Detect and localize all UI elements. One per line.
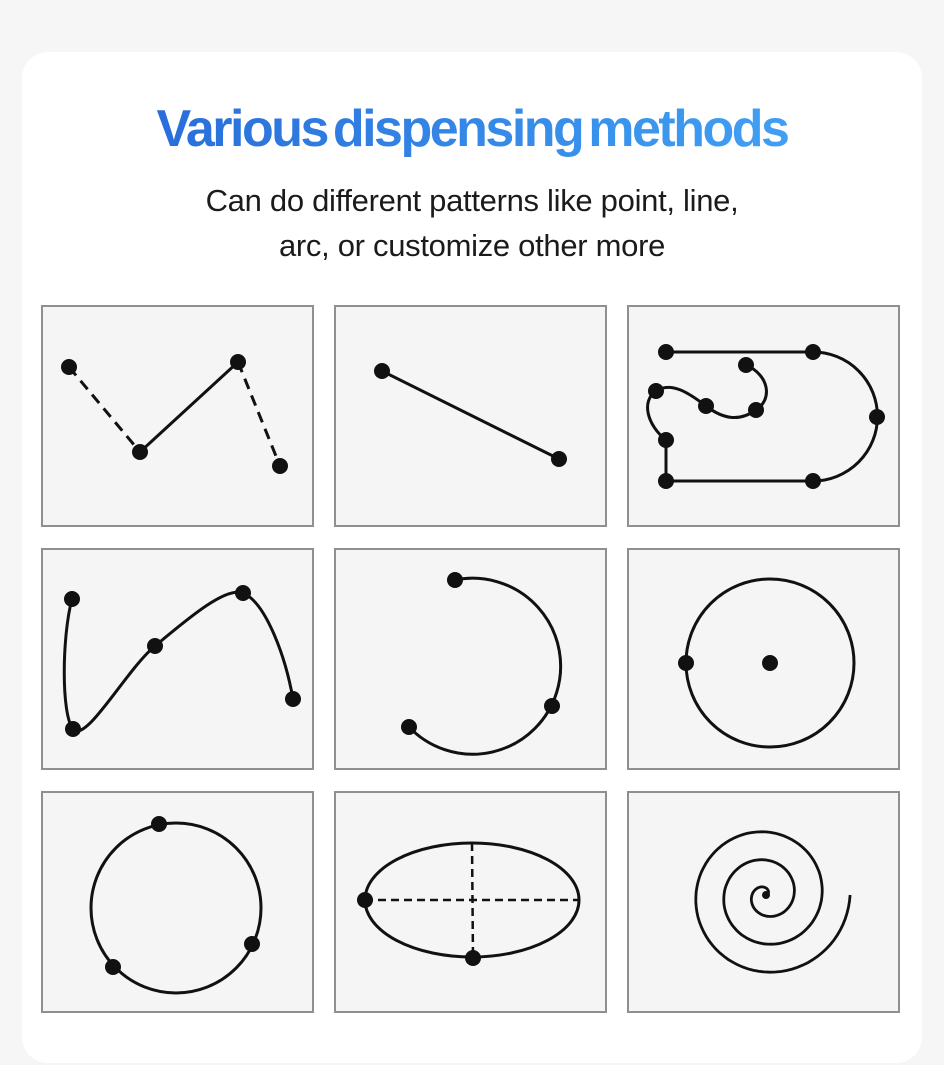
page-title: Various dispensing methods [22, 98, 922, 160]
subtitle [22, 178, 922, 268]
pattern-zigzag-dashed-solid [41, 305, 314, 527]
pattern-ellipse-with-dashed-axes [334, 791, 607, 1013]
circle-with-center-point-drawing [627, 548, 900, 770]
pattern-circle-three-points [41, 791, 314, 1013]
pattern-grid [41, 305, 922, 1013]
pattern-straight-line [334, 305, 607, 527]
pattern-open-arc [334, 548, 607, 770]
s-curve-drawing [41, 548, 314, 770]
spiral-drawing [627, 791, 900, 1013]
subtitle-line-2: arc, or customize other more [278, 228, 666, 263]
zigzag-dashed-solid-drawing [41, 305, 314, 527]
content-card [22, 52, 922, 1063]
pattern-s-curve [41, 548, 314, 770]
circle-three-points-drawing [41, 791, 314, 1013]
pattern-circle-with-center-point [627, 548, 900, 770]
open-arc-drawing [334, 548, 607, 770]
custom-path-drawing [627, 305, 900, 527]
pattern-custom-path [627, 305, 900, 527]
straight-line-drawing [334, 305, 607, 527]
ellipse-with-dashed-axes-drawing [334, 791, 607, 1013]
subtitle-line-1: Can do different patterns like point, line, [205, 183, 739, 218]
pattern-spiral [627, 791, 900, 1013]
